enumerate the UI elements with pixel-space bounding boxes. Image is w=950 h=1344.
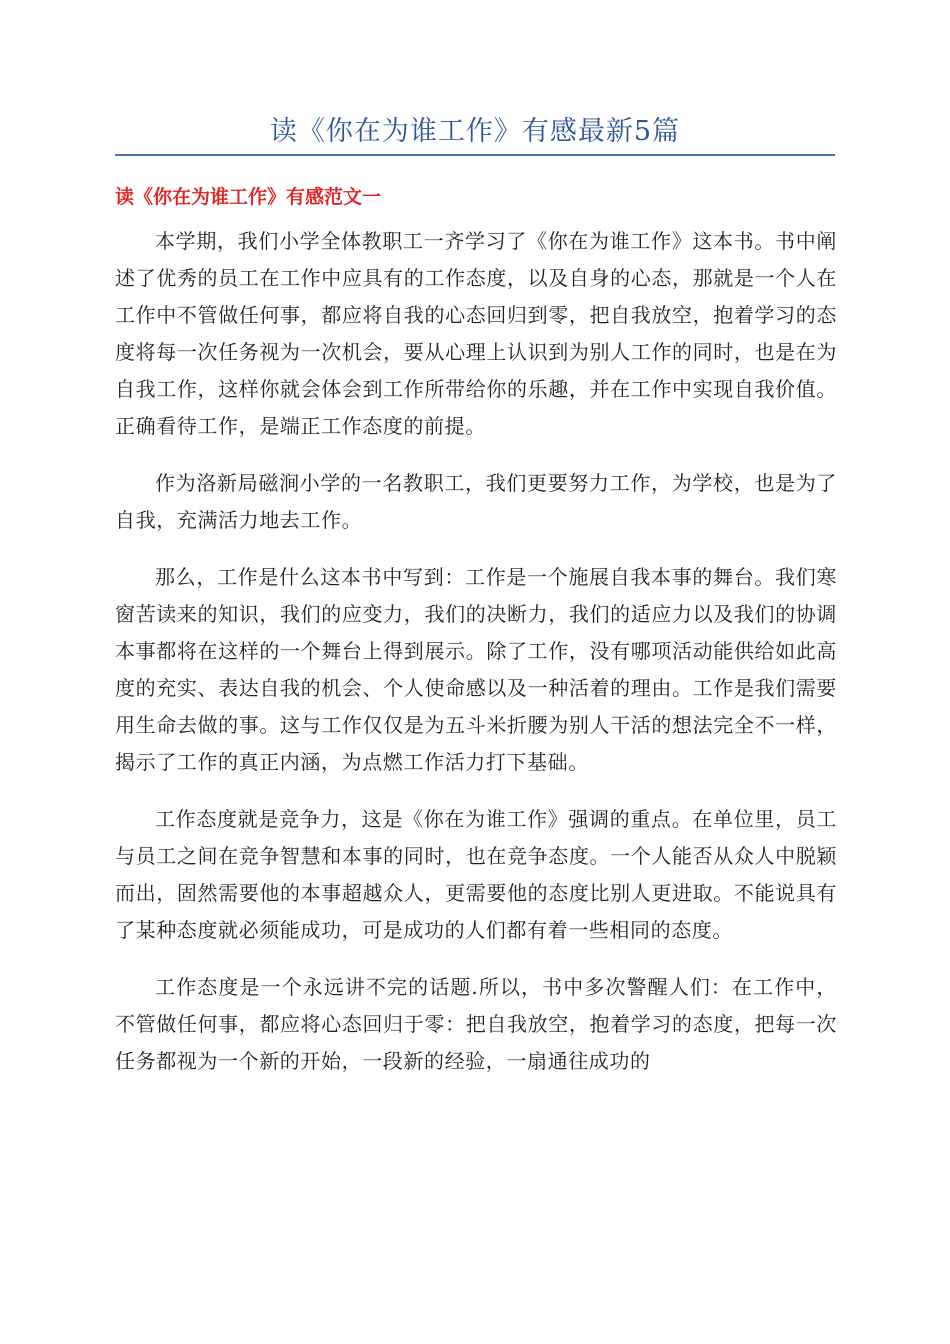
paragraph: 那么，工作是什么这本书中写到：工作是一个施展自我本事的舞台。我们寒窗苦读来的知识，我们的应变力，我们的决断力，我们的适应力以及我们的协调本事都将在这样的一个舞台上得到展示。除了工作，没有哪项活动能供给如此高度的充实、表达自我的机会、个人使命感以及一种活着的理由。工作是我们需要用生命去做的事。这与工作仅仅是为五斗米折腰为别人干活的想法完全不一样，揭示了工作的真正内涵，为点燃工作活力打下基础。 [115, 565, 837, 774]
body-text [115, 223, 837, 1100]
paragraph: 作为洛新局磁涧小学的一名教职工，我们更要努力工作，为学校，也是为了自我，充满活力地去工作。 [115, 471, 837, 532]
section-heading: 读《你在为谁工作》有感范文一 [115, 186, 382, 208]
title-underline [115, 154, 835, 156]
paragraph: 本学期，我们小学全体教职工一齐学习了《你在为谁工作》这本书。书中阐述了优秀的员工在工作中应具有的工作态度，以及自身的心态，那就是一个人在工作中不管做任何事，都应将自我的心态回归到零，把自我放空，抱着学习的态度将每一次任务视为一次机会，要从心理上认识到为别人工作的同时，也是在为自我工作，这样你就会体会到工作所带给你的乐趣，并在工作中实现自我价值。正确看待工作，是端正工作态度的前提。 [115, 229, 837, 438]
document-title: 读《你在为谁工作》有感最新5篇 [269, 116, 681, 147]
paragraph: 工作态度是一个永远讲不完的话题.所以，书中多次警醒人们：在工作中，不管做任何事，都应将心态回归于零：把自我放空，抱着学习的态度，把每一次任务都视为一个新的开始，一段新的经验，一扇通往成功的 [115, 975, 837, 1073]
paragraph: 工作态度就是竞争力，这是《你在为谁工作》强调的重点。在单位里，员工与员工之间在竞争智慧和本事的同时，也在竞争态度。一个人能否从众人中脱颖而出，固然需要他的本事超越众人，更需要他的态度比别人更进取。不能说具有了某种态度就必须能成功，可是成功的人们都有着一些相同的态度。 [115, 807, 837, 942]
